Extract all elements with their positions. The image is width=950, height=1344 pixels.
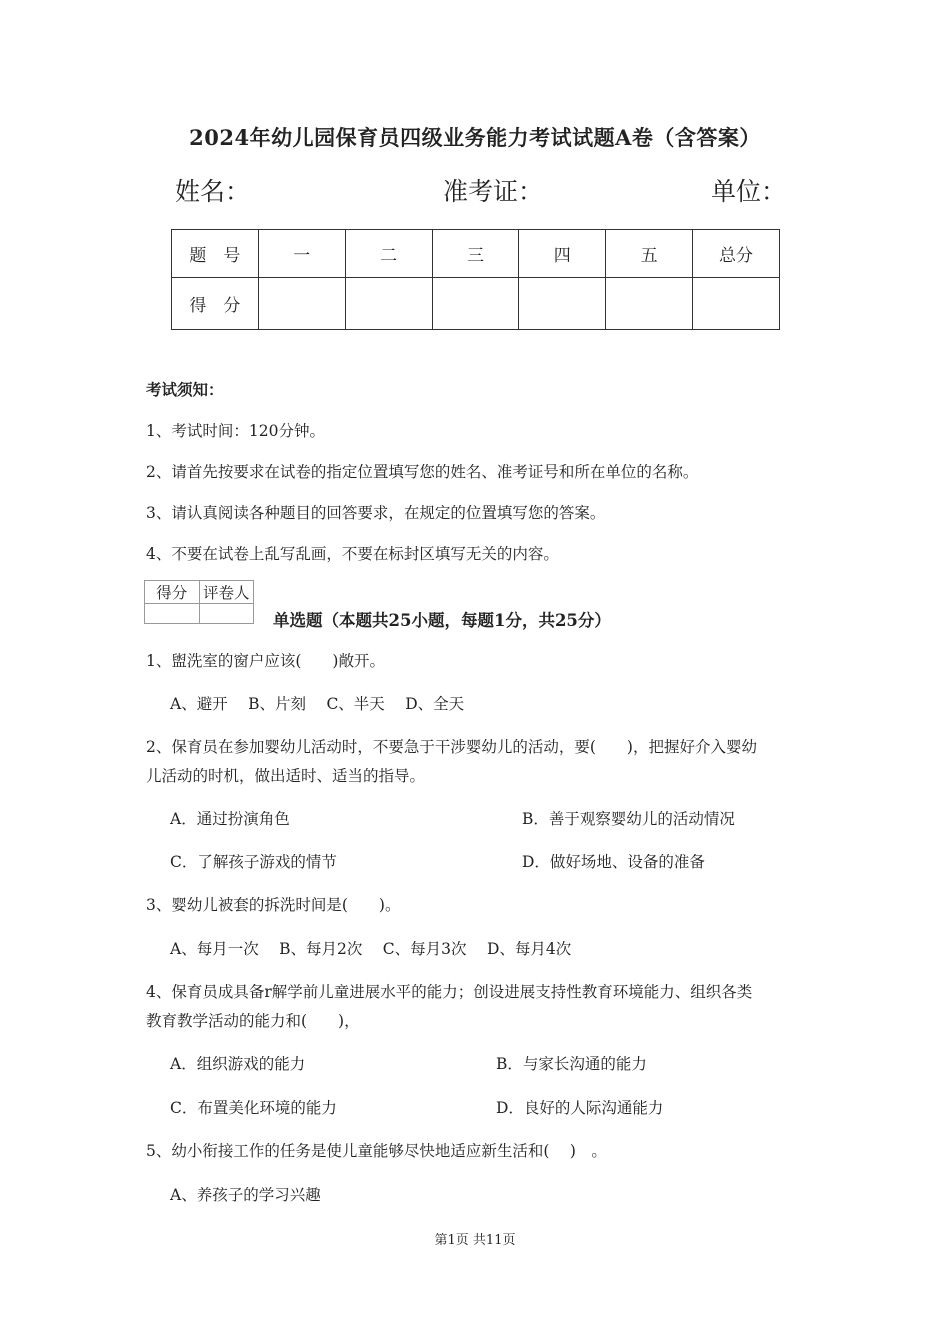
option-c: C．布置美化环境的能力 bbox=[170, 1099, 337, 1117]
question-stem: 1、盥洗室的窗户应该( )敞开。 bbox=[146, 652, 385, 670]
grader-score-label: 得分 bbox=[145, 581, 200, 604]
grader-score-cell[interactable] bbox=[145, 604, 200, 624]
page-footer: 第1页 共11页 bbox=[434, 1233, 516, 1248]
grader-reviewer-label: 评卷人 bbox=[199, 581, 254, 604]
score-header-5: 五 bbox=[606, 230, 693, 278]
question-stem: 4、保育员成具备r解学前儿童进展水平的能力；创设进展支持性教育环境能力、组织各类 bbox=[146, 983, 753, 1001]
question-stem-continued: 儿活动的时机，做出适时、适当的指导。 bbox=[146, 767, 426, 785]
notice-item: 4、不要在试卷上乱写乱画，不要在标封区填写无关的内容。 bbox=[146, 545, 559, 563]
notice-item: 1、考试时间：120分钟。 bbox=[146, 422, 325, 440]
option-b: B．与家长沟通的能力 bbox=[496, 1055, 647, 1073]
score-header-total: 总分 bbox=[693, 230, 780, 278]
question-stem: 3、婴幼儿被套的拆洗时间是( )。 bbox=[146, 896, 401, 914]
score-header-3: 三 bbox=[432, 230, 519, 278]
score-table-score-row bbox=[172, 278, 780, 330]
question-options: A、每月一次 B、每月2次 C、每月3次 D、每月4次 bbox=[170, 940, 572, 958]
score-header-2: 二 bbox=[345, 230, 432, 278]
score-cell-1[interactable] bbox=[258, 278, 345, 330]
score-cell-4[interactable] bbox=[519, 278, 606, 330]
grader-reviewer-cell[interactable] bbox=[199, 604, 254, 624]
score-table bbox=[171, 229, 780, 330]
score-header-label: 题 号 bbox=[172, 230, 259, 278]
name-label: 姓名： bbox=[175, 177, 251, 206]
exam-number-label: 准考证： bbox=[443, 177, 544, 206]
option-b: B．善于观察婴幼儿的活动情况 bbox=[522, 810, 735, 828]
question-stem-continued: 教育教学活动的能力和( )， bbox=[146, 1012, 360, 1030]
score-cell-total[interactable] bbox=[693, 278, 780, 330]
question-stem: 5、幼小衔接工作的任务是使儿童能够尽快地适应新生活和( ) 。 bbox=[146, 1142, 607, 1160]
section-heading: 单选题（本题共25小题，每题1分，共25分） bbox=[273, 611, 611, 630]
question-options: A、避开 B、片刻 C、半天 D、全天 bbox=[170, 695, 465, 713]
score-cell-3[interactable] bbox=[432, 278, 519, 330]
option-a: A．组织游戏的能力 bbox=[170, 1055, 306, 1073]
score-cell-5[interactable] bbox=[606, 278, 693, 330]
grader-table bbox=[144, 580, 254, 624]
unit-label: 单位： bbox=[711, 177, 787, 206]
option-d: D．良好的人际沟通能力 bbox=[496, 1099, 664, 1117]
option-d: D．做好场地、设备的准备 bbox=[522, 853, 705, 871]
page-title: 2024年幼儿园保育员四级业务能力考试试题A卷（含答案） bbox=[189, 125, 761, 150]
score-table-header-row bbox=[172, 230, 780, 278]
question-stem: 2、保育员在参加婴幼儿活动时，不要急于干涉婴幼儿的活动，要( )，把握好介入婴幼 bbox=[146, 738, 757, 756]
score-row-label: 得 分 bbox=[172, 278, 259, 330]
score-cell-2[interactable] bbox=[345, 278, 432, 330]
option-a: A．通过扮演角色 bbox=[170, 810, 290, 828]
score-header-4: 四 bbox=[519, 230, 606, 278]
score-header-1: 一 bbox=[258, 230, 345, 278]
option-a: A、养孩子的学习兴趣 bbox=[170, 1186, 321, 1204]
notice-item: 3、请认真阅读各种题目的回答要求，在规定的位置填写您的答案。 bbox=[146, 504, 606, 522]
notice-heading: 考试须知： bbox=[146, 380, 224, 399]
option-c: C．了解孩子游戏的情节 bbox=[170, 853, 337, 871]
notice-item: 2、请首先按要求在试卷的指定位置填写您的姓名、准考证号和所在单位的名称。 bbox=[146, 463, 699, 481]
